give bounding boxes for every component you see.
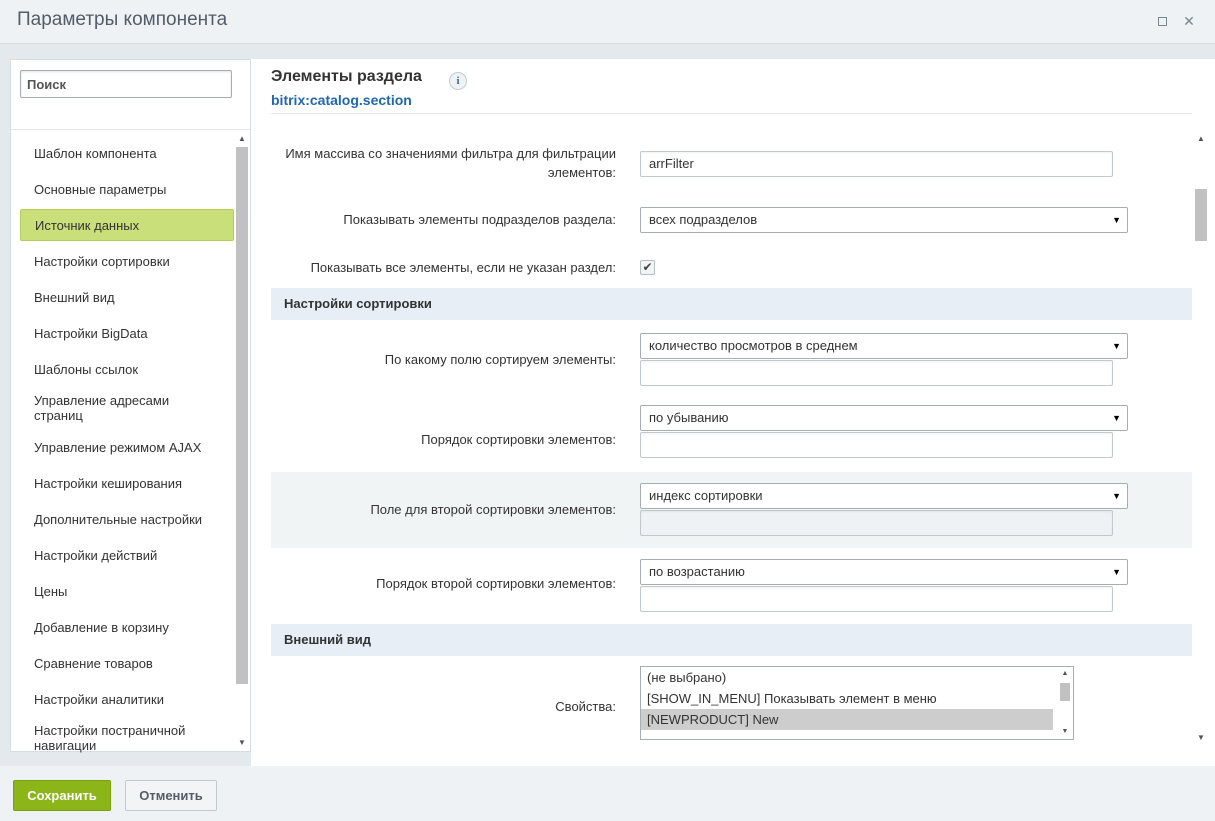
- sidebar-item-prices[interactable]: [20, 573, 234, 609]
- sidebar-nav: [20, 135, 234, 759]
- row-filter-name: [271, 132, 1192, 188]
- sidebar-item-label: Дополнительные настройки: [34, 511, 203, 527]
- sidebar-item-basket[interactable]: [20, 609, 234, 645]
- field-label: Поле для второй сортировки элементов:: [370, 502, 616, 517]
- sidebar-item-label: Настройки аналитики: [34, 691, 165, 707]
- sidebar-item-bigdata[interactable]: [20, 315, 234, 351]
- select-value: по возрастанию: [649, 564, 745, 579]
- scroll-thumb[interactable]: [1195, 189, 1207, 241]
- sidebar-item-label: Шаблоны ссылок: [34, 361, 139, 377]
- filter-name-input[interactable]: arrFilter: [640, 151, 1113, 177]
- field-label: Показывать элементы подразделов раздела:: [343, 212, 616, 227]
- dialog-body: [0, 44, 1215, 766]
- sort-order2-select[interactable]: [640, 559, 1128, 585]
- row-sort-field2: [271, 472, 1192, 548]
- sidebar-item-label: Настройки постраничной навигации: [34, 723, 186, 753]
- sidebar-item-label: Источник данных: [35, 217, 140, 233]
- sidebar-item-cache[interactable]: [20, 465, 234, 501]
- sidebar: [10, 59, 251, 752]
- row-include-subsections: [271, 188, 1192, 244]
- row-sort-field: [271, 320, 1192, 396]
- field-label: Порядок второй сортировки элементов:: [376, 576, 616, 591]
- row-sort-order: [271, 396, 1192, 472]
- list-option[interactable]: [NEWPRODUCT] New: [641, 709, 1053, 730]
- listbox-scrollbar[interactable]: [1057, 667, 1073, 739]
- show-all-checkbox[interactable]: ✔: [640, 260, 655, 275]
- sidebar-item-label: Основные параметры: [34, 181, 167, 197]
- sidebar-item-main-params[interactable]: [20, 171, 234, 207]
- sidebar-item-label: Цены: [34, 583, 68, 599]
- settings-panel: [251, 59, 1215, 766]
- scroll-down-icon[interactable]: ▼: [1197, 733, 1205, 742]
- scroll-thumb[interactable]: [1060, 683, 1070, 701]
- component-title: Элементы раздела: [271, 68, 422, 85]
- dropdown-arrow-icon: ▼: [1112, 567, 1121, 577]
- window-titlebar: [0, 0, 1215, 44]
- row-sort-order2: [271, 548, 1192, 624]
- maximize-icon[interactable]: [1154, 13, 1170, 29]
- scroll-down-icon[interactable]: ▼: [1061, 728, 1069, 735]
- sidebar-item-actions[interactable]: [20, 537, 234, 573]
- sort-order2-custom-input[interactable]: [640, 586, 1113, 612]
- component-header: [271, 64, 1192, 114]
- select-value: количество просмотров в среднем: [649, 338, 858, 353]
- scroll-thumb[interactable]: [236, 147, 248, 684]
- row-show-all: [271, 244, 1192, 288]
- include-subsections-select[interactable]: [640, 207, 1128, 233]
- sidebar-scrollbar[interactable]: [235, 132, 249, 750]
- settings-rows: [271, 132, 1192, 766]
- sidebar-item-label: Сравнение товаров: [34, 655, 153, 671]
- section-appearance: Внешний вид: [271, 624, 1192, 656]
- component-code: bitrix:catalog.section: [271, 92, 412, 108]
- field-label: Имя массива со значениями фильтра для фильтрации элементов:: [285, 146, 616, 180]
- cancel-button[interactable]: Отменить: [125, 780, 217, 811]
- sidebar-item-label: Управление адресами страниц: [34, 393, 170, 423]
- sidebar-item-template[interactable]: [20, 135, 234, 171]
- sidebar-item-sef[interactable]: [20, 387, 234, 429]
- sidebar-item-pagination[interactable]: [20, 717, 234, 759]
- sort-field-custom-input[interactable]: [640, 360, 1113, 386]
- sort-field-select[interactable]: [640, 333, 1128, 359]
- sidebar-item-label: Настройки действий: [34, 547, 158, 563]
- search-input[interactable]: [20, 70, 232, 98]
- sort-order-custom-input[interactable]: [640, 432, 1113, 458]
- field-label: По какому полю сортируем элементы:: [384, 352, 616, 367]
- sidebar-item-ajax[interactable]: [20, 429, 234, 465]
- scroll-up-icon[interactable]: ▲: [1197, 134, 1205, 143]
- sidebar-item-additional[interactable]: [20, 501, 234, 537]
- sort-field2-select[interactable]: [640, 483, 1128, 509]
- properties-listbox[interactable]: [640, 666, 1074, 740]
- select-value: всех подразделов: [649, 212, 758, 227]
- dropdown-arrow-icon: ▼: [1112, 413, 1121, 423]
- window-title: Параметры компонента: [17, 9, 228, 30]
- save-button[interactable]: Сохранить: [13, 780, 111, 811]
- section-sorting: Настройки сортировки: [271, 288, 1192, 320]
- main-scrollbar[interactable]: [1193, 132, 1209, 745]
- sidebar-item-label: Добавление в корзину: [34, 619, 169, 635]
- select-value: индекс сортировки: [649, 488, 763, 503]
- sidebar-item-analytics[interactable]: [20, 681, 234, 717]
- info-icon[interactable]: i: [449, 72, 467, 90]
- list-option[interactable]: (не выбрано): [647, 670, 727, 685]
- sort-order-select[interactable]: [640, 405, 1128, 431]
- field-label: Порядок сортировки элементов:: [421, 432, 616, 447]
- sort-field2-custom-input[interactable]: [640, 510, 1113, 536]
- search-area: [11, 60, 250, 130]
- sidebar-item-appearance[interactable]: [20, 279, 234, 315]
- dropdown-arrow-icon: ▼: [1112, 491, 1121, 501]
- sidebar-item-link-templates[interactable]: [20, 351, 234, 387]
- sidebar-item-sorting[interactable]: [20, 243, 234, 279]
- sidebar-item-data-source[interactable]: [20, 209, 234, 241]
- list-option[interactable]: [SHOW_IN_MENU] Показывать элемент в меню: [647, 691, 937, 706]
- sidebar-item-label: Управление режимом AJAX: [34, 439, 202, 455]
- dialog-footer: [0, 766, 1215, 821]
- scroll-up-icon[interactable]: ▲: [1061, 670, 1069, 677]
- dropdown-arrow-icon: ▼: [1112, 215, 1121, 225]
- scroll-down-icon[interactable]: ▼: [238, 738, 246, 747]
- row-properties: [271, 656, 1192, 766]
- sidebar-item-label: Шаблон компонента: [34, 145, 157, 161]
- close-icon[interactable]: ✕: [1183, 13, 1195, 29]
- sidebar-item-label: Внешний вид: [34, 289, 115, 305]
- field-label: Показывать все элементы, если не указан раздел:: [310, 260, 616, 275]
- sidebar-item-label: Настройки кеширования: [34, 475, 183, 491]
- sidebar-item-label: Настройки BigData: [34, 325, 148, 341]
- sidebar-item-compare[interactable]: [20, 645, 234, 681]
- dropdown-arrow-icon: ▼: [1112, 341, 1121, 351]
- scroll-up-icon[interactable]: ▲: [238, 134, 246, 143]
- sidebar-item-label: Настройки сортировки: [34, 253, 170, 269]
- field-label: Свойства:: [555, 699, 616, 714]
- select-value: по убыванию: [649, 410, 729, 425]
